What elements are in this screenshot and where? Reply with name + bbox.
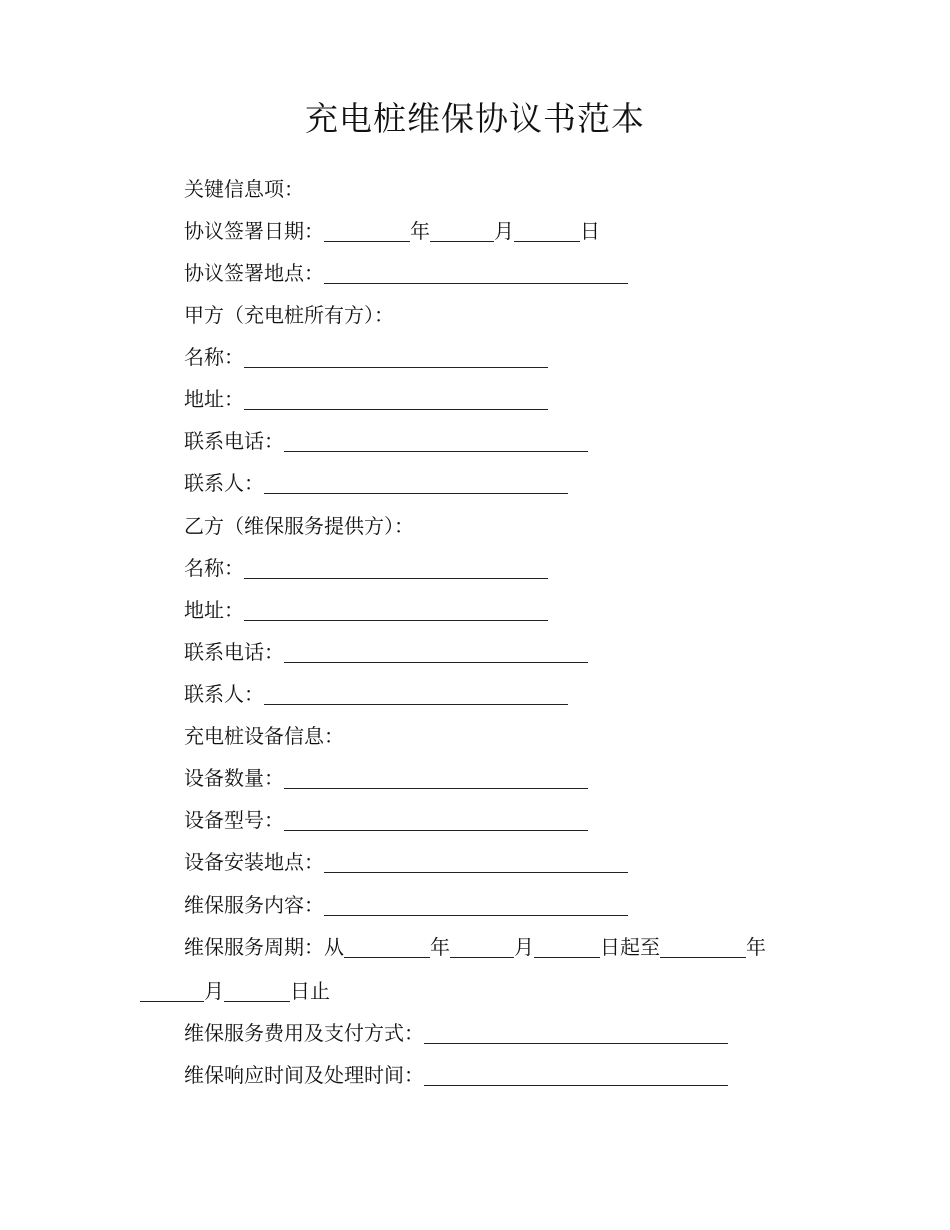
service-content-blank [324,893,628,916]
signing-month-unit: 月 [494,219,514,243]
signing-year-blank [324,219,410,242]
signing-month-blank [430,219,494,242]
party-b-name-label: 名称： [184,556,244,580]
party-b-address-blank [244,598,548,621]
key-info-heading [184,175,304,203]
signing-day-blank [514,219,580,242]
party-b-phone-label: 联系电话： [184,640,284,664]
equipment-quantity-line [184,764,588,792]
service-content-label: 维保服务内容： [184,893,324,917]
party-b-contact-line [184,680,568,708]
party-a-phone-line [184,427,588,455]
period-end-year-blank [660,935,746,958]
document-title: 充电桩维保协议书范本 [305,99,645,138]
equipment-heading [184,722,344,750]
equipment-heading-text: 充电桩设备信息： [184,724,344,748]
period-end-year-unit: 年 [746,935,766,959]
equipment-model-label: 设备型号： [184,808,284,832]
period-start-year-unit: 年 [430,935,450,959]
response-time-blank [424,1063,728,1086]
party-a-phone-blank [284,429,588,452]
fee-label: 维保服务费用及支付方式： [184,1021,424,1045]
party-b-name-blank [244,556,548,579]
period-end-day-blank [224,979,290,1002]
party-a-heading-text: 甲方（充电桩所有方）： [184,303,394,327]
fee-blank [424,1021,728,1044]
period-end-day-unit: 日止 [290,979,330,1003]
signing-place-line [184,259,628,287]
equipment-quantity-blank [284,766,588,789]
party-b-contact-blank [264,682,568,705]
equipment-model-line [184,806,588,834]
party-b-address-line [184,596,548,624]
party-b-contact-label: 联系人： [184,682,264,706]
response-time-line [184,1061,728,1089]
party-b-phone-line [184,638,588,666]
party-a-address-line [184,385,548,413]
period-end-month-blank [140,979,204,1002]
response-time-label: 维保响应时间及处理时间： [184,1063,424,1087]
party-a-name-blank [244,345,548,368]
fee-line [184,1019,728,1047]
signing-date-line [184,217,600,245]
party-a-name-label: 名称： [184,345,244,369]
party-a-contact-label: 联系人： [184,471,264,495]
service-period-continuation [140,977,330,1005]
party-b-heading-text: 乙方（维保服务提供方）： [184,514,414,538]
party-b-phone-blank [284,640,588,663]
period-start-day-unit: 日起至 [600,935,660,959]
party-a-address-label: 地址： [184,387,244,411]
party-a-heading [184,301,394,329]
party-a-phone-label: 联系电话： [184,429,284,453]
service-period-label: 维保服务周期：从 [184,935,344,959]
period-start-day-blank [534,935,600,958]
equipment-install-place-blank [324,850,628,873]
equipment-model-blank [284,808,588,831]
party-a-contact-line [184,469,568,497]
party-a-address-blank [244,387,548,410]
period-start-month-blank [450,935,514,958]
service-period-line [184,933,766,961]
equipment-install-place-line [184,848,628,876]
period-end-month-unit: 月 [204,979,224,1003]
period-start-year-blank [344,935,430,958]
key-info-heading-text: 关键信息项： [184,177,304,201]
signing-date-label: 协议签署日期： [184,219,324,243]
signing-place-blank [324,261,628,284]
party-a-name-line [184,343,548,371]
equipment-install-place-label: 设备安装地点： [184,850,324,874]
signing-place-label: 协议签署地点： [184,261,324,285]
period-start-month-unit: 月 [514,935,534,959]
equipment-quantity-label: 设备数量： [184,766,284,790]
signing-year-unit: 年 [410,219,430,243]
service-content-line [184,891,628,919]
signing-day-unit: 日 [580,219,600,243]
party-b-name-line [184,554,548,582]
party-a-contact-blank [264,471,568,494]
party-b-heading [184,512,414,540]
party-b-address-label: 地址： [184,598,244,622]
